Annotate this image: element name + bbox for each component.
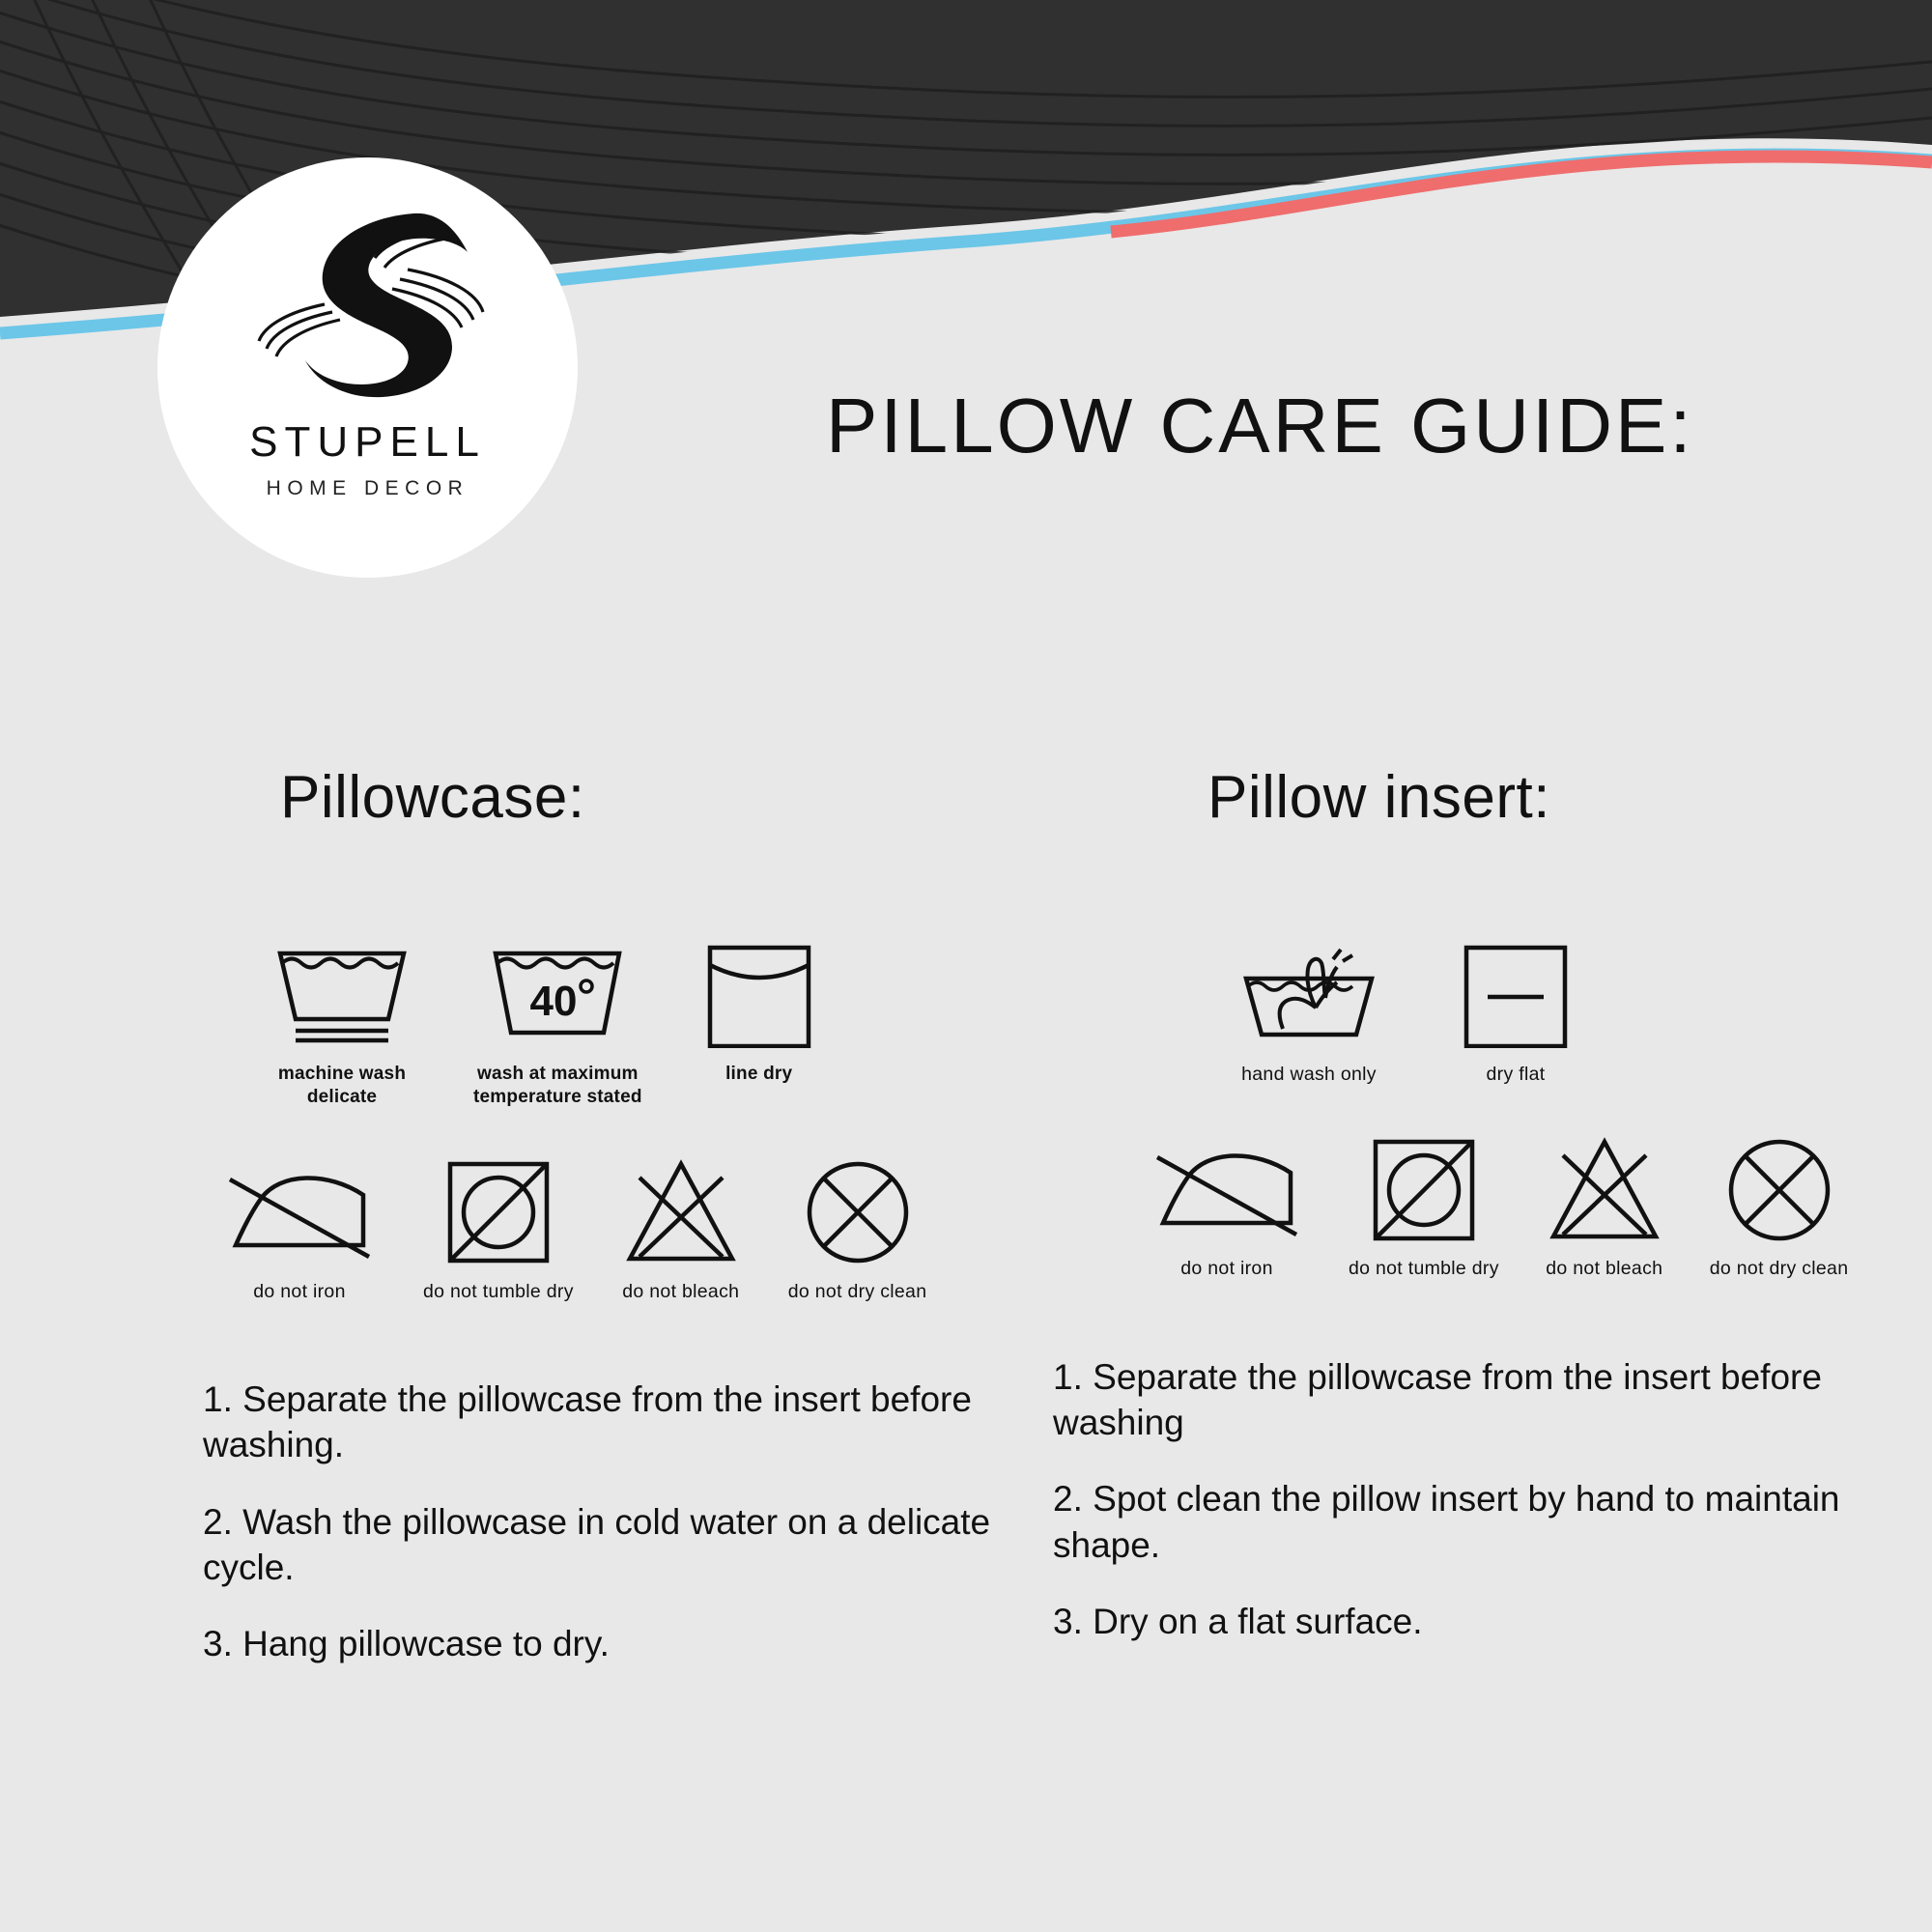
- do-not-iron-icon: [1150, 1134, 1304, 1242]
- page-title: PILLOW CARE GUIDE:: [826, 383, 1694, 469]
- do-not-tumble-dry-icon: [442, 1156, 554, 1264]
- symbol-caption: do not dry clean: [787, 1280, 927, 1302]
- symbol-do-not-dry-clean: [1710, 1132, 1849, 1280]
- dry-flat-icon: [1459, 940, 1573, 1048]
- brand-logo-badge: [157, 157, 578, 578]
- pillow-insert-symbols-row-2: [1150, 1132, 1913, 1280]
- stupell-swoosh-logo-icon: [247, 204, 489, 407]
- do-not-dry-clean-icon: [1721, 1134, 1837, 1242]
- brand-name: STUPELL: [249, 418, 486, 466]
- brand-tagline: HOME DECOR: [266, 477, 469, 499]
- symbol-caption: wash at maximum temperature stated: [473, 1064, 642, 1107]
- symbol-do-not-tumble-dry: [1349, 1132, 1499, 1280]
- symbol-do-not-dry-clean: [788, 1155, 927, 1303]
- do-not-bleach-icon: [1544, 1134, 1665, 1242]
- pillow-insert-symbols-row-1: [1236, 938, 1913, 1086]
- symbol-do-not-iron: [1150, 1132, 1304, 1280]
- symbol-caption: line dry: [725, 1064, 793, 1084]
- symbol-line-dry: [702, 938, 816, 1086]
- section-pillow-insert: [1043, 763, 1913, 1676]
- symbol-machine-wash-delicate: [270, 938, 413, 1109]
- do-not-iron-icon: [222, 1156, 377, 1264]
- symbol-caption: do not dry clean: [1709, 1258, 1849, 1280]
- symbol-caption: do not bleach: [622, 1280, 740, 1302]
- symbol-caption: do not iron: [1180, 1258, 1273, 1280]
- step-item: 2. Wash the pillowcase in cold water on a delicate cycle.: [203, 1501, 991, 1587]
- symbol-do-not-tumble-dry: [423, 1155, 574, 1303]
- symbol-caption: do not tumble dry: [423, 1280, 574, 1302]
- symbol-caption: do not bleach: [1546, 1258, 1663, 1280]
- symbol-do-not-bleach: [1544, 1132, 1665, 1280]
- step-item: 3. Dry on a flat surface.: [1053, 1602, 1423, 1642]
- machine-wash-delicate-icon: [270, 940, 413, 1048]
- do-not-dry-clean-icon: [800, 1156, 916, 1264]
- symbol-dry-flat: [1459, 938, 1573, 1086]
- pillowcase-symbols-row-1: [270, 938, 966, 1109]
- step-item: 2. Spot clean the pillow insert by hand to maintain shape.: [1053, 1479, 1840, 1565]
- symbol-wash-max-temperature: [473, 938, 642, 1109]
- symbol-hand-wash-only: [1236, 938, 1381, 1086]
- section-title-pillowcase: Pillowcase:: [280, 764, 585, 831]
- hand-wash-only-icon: [1236, 940, 1381, 1048]
- symbol-caption: hand wash only: [1241, 1064, 1377, 1085]
- pillowcase-symbols-row-2: [222, 1155, 966, 1303]
- section-title-pillow-insert: Pillow insert:: [1208, 764, 1550, 831]
- line-dry-icon: [702, 940, 816, 1048]
- step-item: 3. Hang pillowcase to dry.: [203, 1624, 610, 1664]
- symbol-do-not-bleach: [620, 1155, 742, 1303]
- symbol-caption: do not iron: [253, 1280, 346, 1302]
- section-pillowcase: [97, 763, 991, 1698]
- wash-max-temperature-40-icon: [486, 940, 629, 1048]
- pillowcase-steps: [203, 1377, 1005, 1667]
- pillow-insert-steps: [1053, 1354, 1855, 1645]
- symbol-caption: dry flat: [1486, 1064, 1546, 1085]
- step-item: 1. Separate the pillowcase from the insert before washing: [1053, 1356, 1822, 1443]
- svg-text:40: 40: [529, 977, 578, 1025]
- symbol-caption: do not tumble dry: [1349, 1258, 1499, 1280]
- symbol-caption: machine wash delicate: [277, 1064, 407, 1107]
- symbol-do-not-iron: [222, 1155, 377, 1303]
- do-not-bleach-icon: [620, 1156, 742, 1264]
- do-not-tumble-dry-icon: [1368, 1134, 1480, 1242]
- step-item: 1. Separate the pillowcase from the insert before washing.: [203, 1378, 972, 1465]
